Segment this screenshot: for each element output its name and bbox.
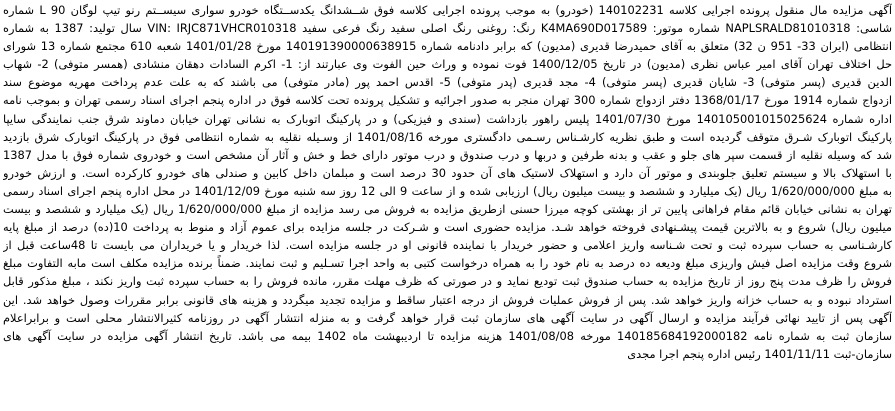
notice-line-10: با استهلاک بالا و سیستم تعلیق جلوبندی و موتور آن دارد و استهلاک لاستیک های آن حدود 30 درصد است و مبلمان داخل کابین و صندلی های خودرو کارکرده است. و ارزش خودرو bbox=[3, 165, 892, 180]
notice-line-5: الدین قدیری (پسر متوفی) 3- شایان قدیری (پسر متوفی) 4- مجد قدیری (پدر متوفی) 5- اقدس احمد پور (مادر متوفی) می باشند که به علت عدم پرداخت مهریه موضوع سند bbox=[3, 75, 892, 90]
notice-line-16: فروش را ظرف مدت پنج روز از تاریخ مزایده به حساب صندوق ثبت تودیع نماید و در صورتی که ظرف مهلت مقرر، مانده فروش را به حساب سپرده ثبت واریز نکند ، مبلغ مذکور قابل bbox=[3, 274, 892, 289]
notice-line-2: شاسی: NAPLSRALD81010318 شماره موتور: K4MA690D017589 رنگ: روغنی رنگ اصلی سفید رنگ فرعی سفید VIN: IRJC871VHCR010318 سال تولید: 1387 به شماره bbox=[3, 21, 892, 36]
notice-line-19: سازمان ثبت به شماره نامه 140185684192000182 مورخه 1401/08/08 هزینه مزایده تا اردیبهشت ماه 1402 بیمه می باشد. تاریخ انتشار آگهی مزایده در سایت آگهی های bbox=[3, 328, 892, 343]
notice-line-4: حل اختلاف تهران آقای امیر عباس نظری (مدیون) در تاریخ 1400/12/05 فوت نموده و وراث حین الفوت وی عبارتند از: 1- اکرم السادات دهقان منشادی (همسر متوفی) 2- شهاب bbox=[3, 57, 892, 72]
notice-line-14: کارشـناسی به حساب سپرده ثبت و تحت شـناسه واریز اعلامی و حضور خریدار با نماینده قانونی او در جلسه مزایده است. لذا خریدار و یا خریداران می بایست تا 48ساعت قبل از bbox=[3, 238, 892, 253]
notice-line-13: میلیون ریال) شروع و به بالاترین قیمت پیشـنهادی فروخته خواهد شـد. مزایده حضوری است و شـرکت در جلسه مزایده برای عموم آزاد و منوط به پرداخت 10(ده) درصد از مبلغ پایه bbox=[3, 220, 892, 235]
notice-line-1: آگهی مزایده مال منقول پرونده اجرایی کلاسه 140102231 (خودرو) به موجب پرونده اجرایی کلاسه فوق شــشدانگ یکدســتگاه خودرو سواری سیســتم رنو تیپ لوگان 90 L شماره bbox=[3, 3, 892, 17]
notice-line-17: استرداد نبوده و به حساب خزانه واریز خواهد شد. پس از فروش عملیات فروش از درجه اعتبار ساقط و مزایده تجدید میگردد و هزینه های قانونی برابر مقررات وصول خواهد شد. این bbox=[3, 292, 892, 307]
notice-line-3: انتظامی (ایران 33- 951 ن 32) متعلق به آقای حمیدرضا قدیری (مدیون) که برابر دادنامه شماره 140191390000638915 مورخ 1401/01/28 شعبه 610 مجتمع شماره 13 شورای bbox=[3, 39, 892, 54]
notice-line-9: شد که وسیله نقلیه از قسمت سپر های جلو و عقب و بدنه طرفین و دربها و درب صندوق و درب موتور دارای خط و خش و آثار آن مشخص است و خودروی شماره فوق با مدل 1387 bbox=[3, 147, 892, 162]
notice-line-15: شروع وقت مزایده اصل فیش واریزی مبلغ ودیعه ده درصد به نام خود را به همراه درخواست کتبی به واحد اجرا تسـلیم و ثبت نمایند. ضمناً برنده مزایده مکلف است مابه التفاوت مبلغ bbox=[3, 256, 892, 271]
notice-line-7: اداره شماره 140105001015025624 مورخ 1401/07/30 پلیس راهور بازداشت (سندی و فیزیکی) و در پارکینگ اتوبارک به نشانی تهران خیابان دماوند شرق جنب نمایندگی سایپا bbox=[3, 111, 892, 126]
notice-line-20: سازمان-ثبت 1401/11/11 رئیس اداره پنجم اجرا مجدی bbox=[627, 346, 892, 361]
notice-line-11: به مبلغ 1/620/000/000 ریال (یک میلیارد و ششصد و بیست میلیون ریال) ارزیابی شده و از ساعت 9 الی 12 روز سه شنبه مورخ 1401/12/09 در محل اداره پنجم اجرای اسناد رسمی bbox=[3, 183, 892, 198]
notice-line-8: پارکینگ اتوبارک شـرق متوقف گردیده است و طبق نظریه کارشـناس رسـمی دادگستری مورخه 1401/08/16 از وسـیله نقلیه به شماره انتظامی فوق در پارکینگ اتوبارک شرق بازدید bbox=[3, 129, 892, 144]
notice-line-18: آگهی پس از تایید نهائی فرآیند مزایده و ارسال آگهی در سایت آگهی های سازمان ثبت قرار خواهد گرفت و به منزله انتشار آگهی در روزنامه کثیرالانتشار محلی است و برابراعلام bbox=[3, 310, 892, 325]
notice-line-12: تهران به نشانی خیابان قائم مقام فراهانی پایین تر از بهشتی کوچه میرزا حسنی ازطریق مزایده به فروش می رسد مزایده از مبلغ 1/620/000/000 ریال (یک میلیارد و ششصد و بیست bbox=[3, 202, 892, 217]
notice-line-6: ازدواج شماره 1914 مورخ 1368/01/17 دفتر ازدواج شماره 300 تهران منجر به صدور اجرائیه و تشکیل پرونده تحت کلاسه فوق در اداره پنجم اجرای اسناد رسمی تهران و بموجب نامه bbox=[3, 93, 892, 108]
